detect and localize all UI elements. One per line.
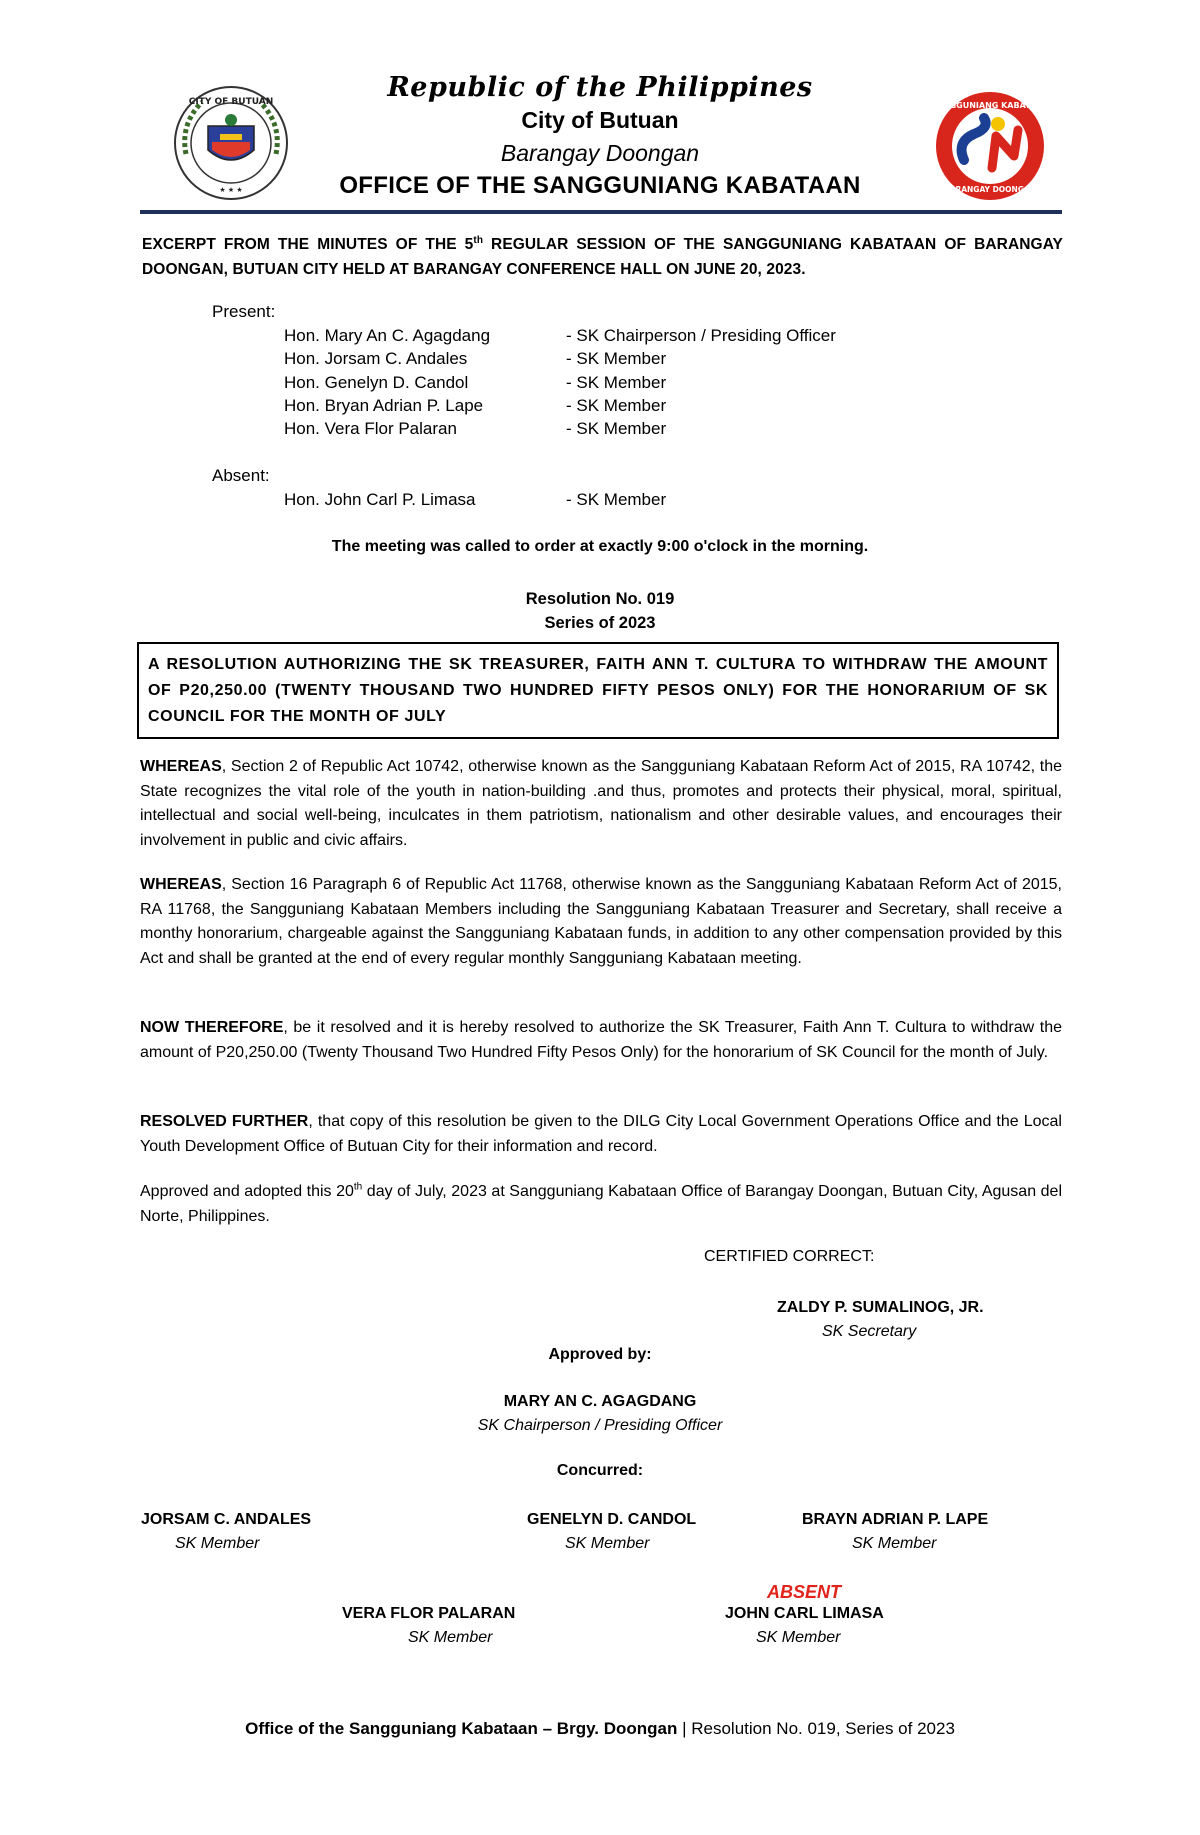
absent-mark: ABSENT: [767, 1582, 842, 1602]
member-role: SK Member: [565, 1535, 650, 1552]
svg-text:SANGGUNIANG KABATAAN: SANGGUNIANG KABATAAN: [934, 101, 1046, 110]
secretary-role: SK Secretary: [822, 1323, 917, 1340]
call-to-order: The meeting was called to order at exactly 9:00 o'clock in the morning.: [331, 538, 869, 555]
member-role: SK Member: [756, 1629, 841, 1646]
barangay-heading: Barangay Doongan: [500, 140, 700, 166]
present-name: Hon. Vera Flor Palaran: [284, 419, 457, 438]
sk-barangay-doongan-logo: [934, 90, 1046, 202]
office-heading: OFFICE OF THE SANGGUNIANG KABATAAN: [339, 172, 861, 199]
present-name: Hon. Genelyn D. Candol: [284, 373, 469, 392]
now-therefore-paragraph: NOW THEREFORE, be it resolved and it is hereby resolved to authorize the SK Treasurer, Faith Ann T. Cultura to withdraw the amount of P20,250.00 (Twenty Thousand Two Hundred Fifty Pesos Only) for the honorarium of SK Council for the month of July.: [140, 1019, 1063, 1061]
present-role: - SK Member: [566, 373, 667, 392]
whereas-paragraph-1: WHEREAS, Section 2 of Republic Act 10742, otherwise known as the Sangguniang Kabataan Reform Act of 2015, RA 10742, the State recognizes the vital role of the youth in nation-building .and thus, promotes and protects their physical, moral, spiritual, intellectual and social well-being, inculcates in them patriotism, nationalism and other desirable values, and encourages their involvement in public and civic affairs.: [140, 758, 1062, 849]
resolution-title: A RESOLUTION AUTHORIZING THE SK TREASURER, FAITH ANN T. CULTURA TO WITHDRAW THE AMOUNT OF P20,250.00 (TWENTY THOUSAND TWO HUNDRED FIFTY PESOS ONLY) FOR THE HONORARIUM OF SK COUNCIL FOR THE MONTH OF JULY: [148, 656, 1048, 725]
present-role: - SK Member: [566, 396, 667, 415]
member-name: VERA FLOR PALARAN: [342, 1605, 516, 1622]
concurred-label: Concurred:: [556, 1462, 644, 1479]
absent-name: Hon. John Carl P. Limasa: [284, 490, 476, 509]
member-name: JOHN CARL LIMASA: [725, 1605, 884, 1622]
resolved-further-paragraph: RESOLVED FURTHER, that copy of this resolution be given to the DILG City Local Government Operations Office and the Local Youth Development Office of Butuan City for their information and record.: [140, 1113, 1062, 1155]
present-role: - SK Member: [566, 349, 667, 368]
member-role: SK Member: [175, 1535, 260, 1552]
present-name: Hon. Jorsam C. Andales: [284, 349, 468, 368]
present-name: Hon. Bryan Adrian P. Lape: [284, 396, 484, 415]
member-role: SK Member: [852, 1535, 937, 1552]
present-role: - SK Chairperson / Presiding Officer: [566, 326, 836, 345]
present-name: Hon. Mary An C. Agagdang: [284, 326, 491, 345]
resolution-series: Series of 2023: [544, 614, 656, 632]
member-name: JORSAM C. ANDALES: [141, 1511, 312, 1528]
absent-role: - SK Member: [566, 490, 667, 509]
resolution-number: Resolution No. 019: [525, 590, 675, 608]
city-heading: City of Butuan: [521, 107, 679, 133]
minutes-excerpt: EXCERPT FROM THE MINUTES OF THE 5th REGULAR SESSION OF THE SANGGUNIANG KABATAAN OF BARANGAY DOONGAN, BUTUAN CITY HELD AT BARANGAY CONFERENCE HALL ON JUNE 20, 2023.: [142, 234, 1063, 278]
svg-text:CITY OF BUTUAN: CITY OF BUTUAN: [188, 97, 274, 107]
member-name: BRAYN ADRIAN P. LAPE: [802, 1511, 989, 1528]
member-name: GENELYN D. CANDOL: [527, 1511, 697, 1528]
chairperson-role: SK Chairperson / Presiding Officer: [477, 1417, 723, 1434]
page-footer: Office of the Sangguniang Kabataan – Brgy. Doongan | Resolution No. 019, Series of 2023: [245, 1719, 955, 1738]
absent-label: Absent:: [212, 466, 270, 485]
svg-text:BARANGAY DOONGAN: BARANGAY DOONGAN: [943, 185, 1037, 194]
approved-adopted-paragraph: Approved and adopted this 20th day of July, 2023 at Sangguniang Kabataan Office of Barangay Doongan, Butuan City, Agusan del Norte, Philippines.: [140, 1181, 1063, 1225]
svg-text:★ ★ ★: ★ ★ ★: [219, 186, 243, 194]
republic-heading: Republic of the Philippines: [387, 72, 813, 103]
member-role: SK Member: [408, 1629, 493, 1646]
present-label: Present:: [212, 302, 276, 321]
present-role: - SK Member: [566, 419, 667, 438]
whereas-paragraph-2: WHEREAS, Section 16 Paragraph 6 of Republic Act 11768, otherwise known as the Sangguniang Kabataan Reform Act of 2015, RA 11768, the Sangguniang Kabataan Members including the Sangguniang Kabataan Treasurer and Secretary, shall receive a monthy honorarium, chargeable against the Sangguniang Kabataan funds, in addition to any other compensation provided by this Act and shall be granted at the end of every regular monthly Sangguniang Kabataan meeting.: [140, 876, 1062, 967]
chairperson-name: MARY AN C. AGAGDANG: [503, 1393, 697, 1410]
secretary-name: ZALDY P. SUMALINOG, JR.: [777, 1299, 984, 1316]
approved-by-label: Approved by:: [548, 1346, 652, 1363]
certified-correct-label: CERTIFIED CORRECT:: [704, 1248, 875, 1265]
header-rule: [140, 210, 1062, 214]
